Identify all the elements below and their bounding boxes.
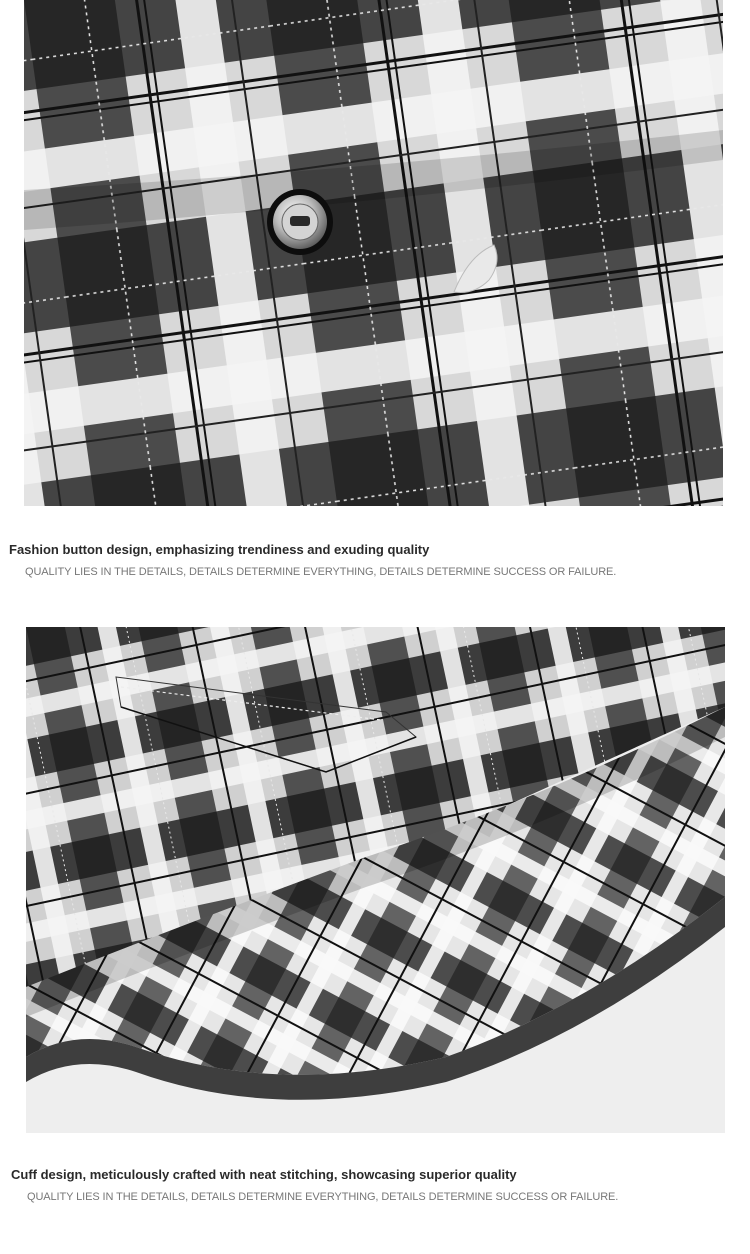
shirt-button-icon — [267, 189, 333, 255]
section-subtitle: QUALITY LIES IN THE DETAILS, DETAILS DETERMINE EVERYTHING, DETAILS DETERMINE SUCCESS OR FAILURE. — [27, 1191, 619, 1203]
section-title: Cuff design, meticulously crafted with neat stitching, showcasing superior quality — [11, 1167, 517, 1182]
plaid-shirt-cuff-pocket-photo — [26, 627, 725, 1133]
plaid-fabric-icon — [26, 627, 725, 1133]
plaid-fabric-icon — [24, 0, 723, 506]
section-subtitle: QUALITY LIES IN THE DETAILS, DETAILS DETERMINE EVERYTHING, DETAILS DETERMINE SUCCESS OR FAILURE. — [25, 566, 617, 578]
plaid-shirt-button-closeup-photo — [24, 0, 723, 506]
section-title: Fashion button design, emphasizing trendiness and exuding quality — [9, 542, 430, 557]
